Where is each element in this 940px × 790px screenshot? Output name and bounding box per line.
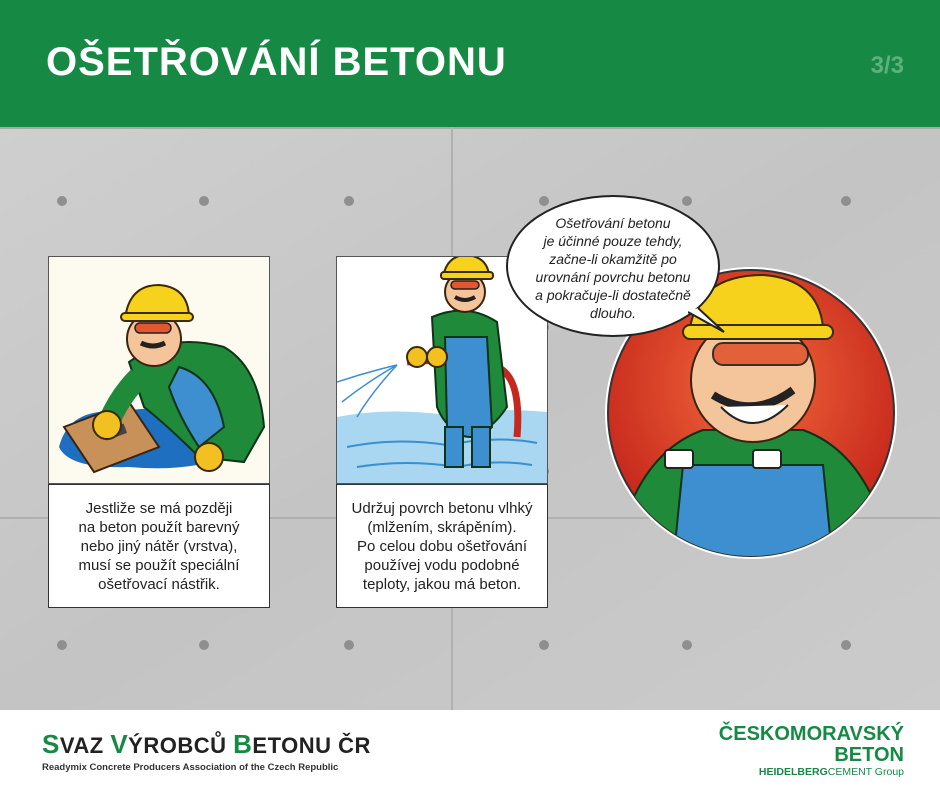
bubble-line: začne-li okamžitě po bbox=[549, 251, 677, 267]
bubble-line: Ošetřování betonu bbox=[555, 215, 671, 231]
caption-line: Jestliže se má později bbox=[85, 500, 233, 517]
comic-panel-1 bbox=[48, 256, 270, 484]
cmb-cement-group: CEMENT Group bbox=[827, 766, 904, 778]
speech-bubble-tail bbox=[688, 308, 728, 338]
caption-line: Po celou dobu ošetřování bbox=[356, 538, 528, 555]
svb-letter-b: B bbox=[233, 729, 253, 759]
bubble-line: dlouho. bbox=[590, 305, 636, 321]
header-bar bbox=[0, 0, 940, 127]
svb-word-yrobcu: ÝROBCŮ bbox=[128, 733, 234, 758]
caption-line: musí se použít speciální bbox=[78, 557, 240, 574]
svb-letter-v: V bbox=[110, 729, 129, 759]
bubble-line: urovnání povrchu betonu bbox=[535, 269, 691, 285]
cmb-logo-line2: BETON bbox=[834, 744, 904, 766]
cmb-logo bbox=[719, 724, 904, 778]
caption-line: používej vodu podobné bbox=[364, 557, 520, 574]
page-title: OŠETŘOVÁNÍ BETONU bbox=[46, 40, 507, 84]
svb-logo bbox=[42, 729, 371, 773]
bubble-line: je účinné pouze tehdy, bbox=[543, 233, 683, 249]
svb-word-etonu: ETONU ČR bbox=[252, 733, 371, 758]
svb-logo-title bbox=[42, 729, 371, 760]
svb-word-vaz: VAZ bbox=[59, 733, 111, 758]
caption-line: (mlžením, skrápěním). bbox=[367, 519, 517, 536]
cmb-heidelberg: HEIDELBERG bbox=[758, 766, 828, 778]
cmb-logo-line1: ČESKOMORAVSKÝ bbox=[718, 723, 904, 745]
caption-panel-2 bbox=[336, 484, 548, 608]
caption-line: ošetřovací nástřik. bbox=[98, 576, 220, 593]
bubble-line: a pokračuje-li dostatečně bbox=[535, 287, 691, 303]
caption-line: nebo jiný nátěr (vrstva), bbox=[80, 538, 238, 555]
worker-trowel-illustration bbox=[49, 257, 269, 483]
svb-logo-subtitle: Readymix Concrete Producers Association of the Czech Republic bbox=[42, 762, 339, 773]
cmb-logo-line3 bbox=[719, 766, 904, 778]
caption-line: teploty, jakou má beton. bbox=[362, 576, 522, 593]
page-counter: 3/3 bbox=[870, 52, 904, 79]
svb-letter-s: S bbox=[42, 729, 60, 759]
caption-line: Udržuj povrch betonu vlhký bbox=[351, 500, 533, 517]
caption-line: na beton použít barevný bbox=[78, 519, 240, 536]
caption-panel-1 bbox=[48, 484, 270, 608]
